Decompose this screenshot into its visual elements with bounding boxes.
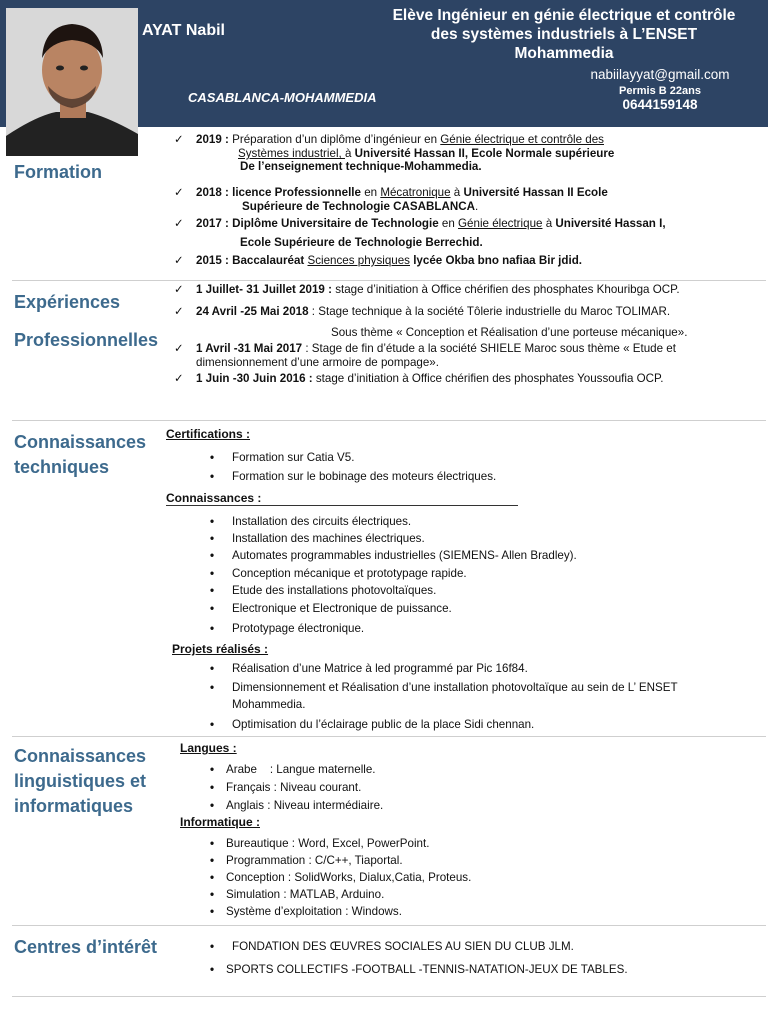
certification-text: Formation sur le bobinage des moteurs électriques.	[232, 470, 497, 483]
knowledge-item	[210, 602, 452, 616]
computing-text: Bureautique : Word, Excel, PowerPoint.	[226, 837, 430, 850]
formation-school: lycée Okba bno nafiaa Bir jdid.	[409, 254, 583, 267]
bullet-icon: •	[210, 451, 215, 464]
formation-item-line	[242, 200, 478, 214]
section-divider	[12, 996, 766, 997]
formation-text: Préparation d’un diplôme d’ingénieur en	[228, 133, 441, 146]
project-item	[210, 662, 528, 676]
knowledge-text: Automates programmables industrielles (SIEMENS- Allen Bradley).	[232, 549, 577, 562]
bullet-icon: •	[210, 781, 215, 794]
phone-number[interactable]: 0644159148	[622, 97, 698, 112]
driving-license: Permis B 22ans	[619, 85, 701, 97]
computing-item	[210, 905, 402, 919]
project-item	[210, 718, 534, 732]
section-divider	[12, 280, 766, 281]
bullet-icon: •	[210, 662, 215, 675]
connaissances-heading: Connaissances :	[166, 491, 262, 505]
formation-item	[174, 186, 608, 200]
bullet-icon: •	[210, 470, 215, 483]
check-icon: ✓	[174, 254, 184, 267]
formation-school: Ecole Supérieure de Technologie Berrechid.	[240, 236, 483, 249]
knowledge-text: Conception mécanique et prototypage rapide.	[232, 567, 467, 580]
section-title-formation: Formation	[14, 162, 102, 182]
formation-school: Université Hassan II, Ecole Normale supérieure	[354, 147, 615, 160]
bullet-icon: •	[210, 602, 215, 615]
experience-subject: Sous thème « Conception et Réalisation d’une porteuse mécanique».	[331, 326, 688, 339]
computing-text: Simulation : MATLAB, Arduino.	[226, 888, 385, 901]
connaissances-underline	[166, 505, 518, 506]
check-icon: ✓	[174, 372, 184, 385]
experience-text: stage d’initiation à Office chérifien des phosphates Youssoufia OCP.	[312, 372, 664, 385]
formation-field: Génie électrique et contrôle des	[440, 133, 604, 146]
formation-school: Université Hassan I,	[555, 217, 666, 230]
formation-item	[174, 217, 666, 231]
certification-item	[210, 451, 354, 465]
bullet-icon: •	[210, 963, 215, 976]
computing-text: Système d’exploitation : Windows.	[226, 905, 402, 918]
experience-item	[174, 283, 680, 297]
job-title	[360, 6, 768, 63]
section-divider	[12, 420, 766, 421]
bullet-icon: •	[210, 940, 215, 953]
bullet-icon: •	[210, 837, 215, 850]
experience-date: 24 Avril -25 Mai 2018	[196, 305, 309, 318]
section-title-tech: Connaissances	[14, 432, 147, 452]
computing-text: Programmation : C/C++, Tiaportal.	[226, 854, 403, 867]
knowledge-text: Electronique et Electronique de puissance.	[232, 602, 452, 615]
experience-text: stage d’initiation à Office chérifien des phosphates Khouribga OCP.	[331, 283, 680, 296]
interest-item	[210, 940, 574, 954]
section-title-experiences: Expériences	[14, 292, 121, 312]
profile-photo	[6, 8, 138, 156]
languages-heading: Langues :	[180, 741, 237, 755]
experience-item	[174, 372, 663, 386]
knowledge-text: Etude des installations photovoltaïques.	[232, 584, 437, 597]
project-text-line: Mohammedia.	[232, 698, 306, 711]
section-title-languages: Connaissances	[14, 746, 147, 766]
section-title-languages-3: informatiques	[14, 796, 134, 816]
experience-item	[174, 342, 676, 356]
check-icon: ✓	[174, 217, 184, 230]
experience-text: : Stage technique à la société Tôlerie industrielle du Maroc TOLIMAR.	[308, 305, 671, 318]
formation-text: en	[360, 186, 381, 199]
experience-text: : Stage de fin d’étude a la société SHIELE Maroc sous thème « Etude et	[302, 342, 676, 355]
certifications-heading: Certifications :	[166, 427, 251, 441]
knowledge-text: Prototypage électronique.	[232, 622, 365, 635]
experience-item	[174, 305, 670, 319]
bullet-icon: •	[210, 681, 215, 694]
bullet-icon: •	[210, 799, 215, 812]
formation-year: 2019 :	[196, 133, 229, 146]
interest-text: SPORTS COLLECTIFS -FOOTBALL -TENNIS-NATATION-JEUX DE TABLES.	[226, 963, 628, 976]
formation-field: Sciences physiques	[307, 254, 410, 267]
email-address[interactable]: nabiilayyat@gmail.com	[590, 67, 730, 82]
knowledge-item	[210, 584, 436, 598]
section-title-interests: Centres d’intérêt	[14, 937, 158, 957]
certification-text: Formation sur Catia V5.	[232, 451, 355, 464]
computing-item	[210, 888, 384, 902]
formation-degree: 2018 : licence Professionnelle	[196, 186, 361, 199]
bullet-icon: •	[210, 567, 215, 580]
bullet-icon: •	[210, 763, 215, 776]
section-title-languages-2: linguistiques et	[14, 771, 147, 791]
project-text: Réalisation d’une Matrice à led programmé par Pic 16f84.	[232, 662, 528, 675]
check-icon: ✓	[174, 342, 184, 355]
person-name: AYAT Nabil	[142, 22, 225, 39]
formation-text: à	[542, 217, 556, 230]
formation-text: .	[474, 200, 479, 213]
knowledge-item	[210, 567, 467, 581]
section-title-experiences-2: Professionnelles	[14, 330, 159, 350]
formation-school: Université Hassan II Ecole	[463, 186, 608, 199]
project-text: Dimensionnement et Réalisation d’une installation photovoltaïque au sein de L’ ENSET	[232, 681, 678, 694]
job-title-line: Mohammedia	[514, 45, 614, 62]
section-divider	[12, 925, 766, 926]
computing-item	[210, 837, 429, 851]
formation-item	[174, 254, 582, 268]
formation-school: De l’enseignement technique-Mohammedia.	[240, 160, 482, 173]
formation-text: à	[344, 147, 355, 160]
formation-degree: 2017 : Diplôme Universitaire de Technologie	[196, 217, 439, 230]
formation-school: Supérieure de Technologie CASABLANCA	[242, 200, 475, 213]
project-item	[210, 681, 678, 695]
experience-text-line: dimensionnement d’une armoire de pompage».	[196, 356, 439, 369]
knowledge-item	[210, 532, 425, 546]
formation-field: Génie électrique	[458, 217, 543, 230]
bullet-icon: •	[210, 549, 215, 562]
section-title-tech-2: techniques	[14, 457, 110, 477]
profile-photo-image	[6, 8, 138, 156]
language-text: Anglais : Niveau intermédiaire.	[226, 799, 384, 812]
knowledge-text: Installation des circuits électriques.	[232, 515, 412, 528]
computing-item	[210, 854, 403, 868]
check-icon: ✓	[174, 133, 184, 146]
knowledge-item	[210, 549, 577, 563]
experience-date: 1 Avril -31 Mai 2017	[196, 342, 303, 355]
language-text: Français : Niveau courant.	[226, 781, 362, 794]
check-icon: ✓	[174, 186, 184, 199]
language-text: Arabe : Langue maternelle.	[226, 763, 376, 776]
bullet-icon: •	[210, 871, 215, 884]
knowledge-item	[210, 515, 411, 529]
bullet-icon: •	[210, 532, 215, 545]
job-title-line: des systèmes industriels à L’ENSET	[430, 26, 698, 43]
language-item	[210, 763, 376, 777]
bullet-icon: •	[210, 622, 215, 635]
interest-item	[210, 963, 628, 977]
language-item	[210, 781, 361, 795]
experience-date: 1 Juillet- 31 Juillet 2019 :	[196, 283, 332, 296]
knowledge-item	[210, 622, 364, 636]
formation-item	[174, 133, 604, 147]
computing-item	[210, 871, 471, 885]
bullet-icon: •	[210, 905, 215, 918]
formation-degree: 2015 : Baccalauréat	[196, 254, 308, 267]
formation-text: à	[450, 186, 464, 199]
interest-text: FONDATION DES ŒUVRES SOCIALES AU SIEN DU CLUB JLM.	[232, 940, 574, 953]
formation-field: Systèmes industriel,	[238, 147, 345, 160]
check-icon: ✓	[174, 305, 184, 318]
project-text: Optimisation du l’éclairage public de la place Sidi chennan.	[232, 718, 535, 731]
formation-field: Mécatronique	[380, 186, 451, 199]
experience-date: 1 Juin -30 Juin 2016 :	[196, 372, 313, 385]
bullet-icon: •	[210, 854, 215, 867]
computing-heading: Informatique :	[180, 815, 260, 829]
knowledge-text: Installation des machines électriques.	[232, 532, 425, 545]
language-item	[210, 799, 383, 813]
job-title-line: Elève Ingénieur en génie électrique et contrôle	[392, 7, 736, 24]
section-divider	[12, 736, 766, 737]
bullet-icon: •	[210, 718, 215, 731]
computing-text: Conception : SolidWorks, Dialux,Catia, Proteus.	[226, 871, 472, 884]
bullet-icon: •	[210, 515, 215, 528]
person-city: CASABLANCA-MOHAMMEDIA	[188, 90, 377, 105]
check-icon: ✓	[174, 283, 184, 296]
bullet-icon: •	[210, 584, 215, 597]
projects-heading: Projets réalisés :	[172, 642, 269, 656]
formation-text: en	[438, 217, 459, 230]
formation-item-line	[238, 147, 614, 161]
certification-item	[210, 470, 496, 484]
bullet-icon: •	[210, 888, 215, 901]
